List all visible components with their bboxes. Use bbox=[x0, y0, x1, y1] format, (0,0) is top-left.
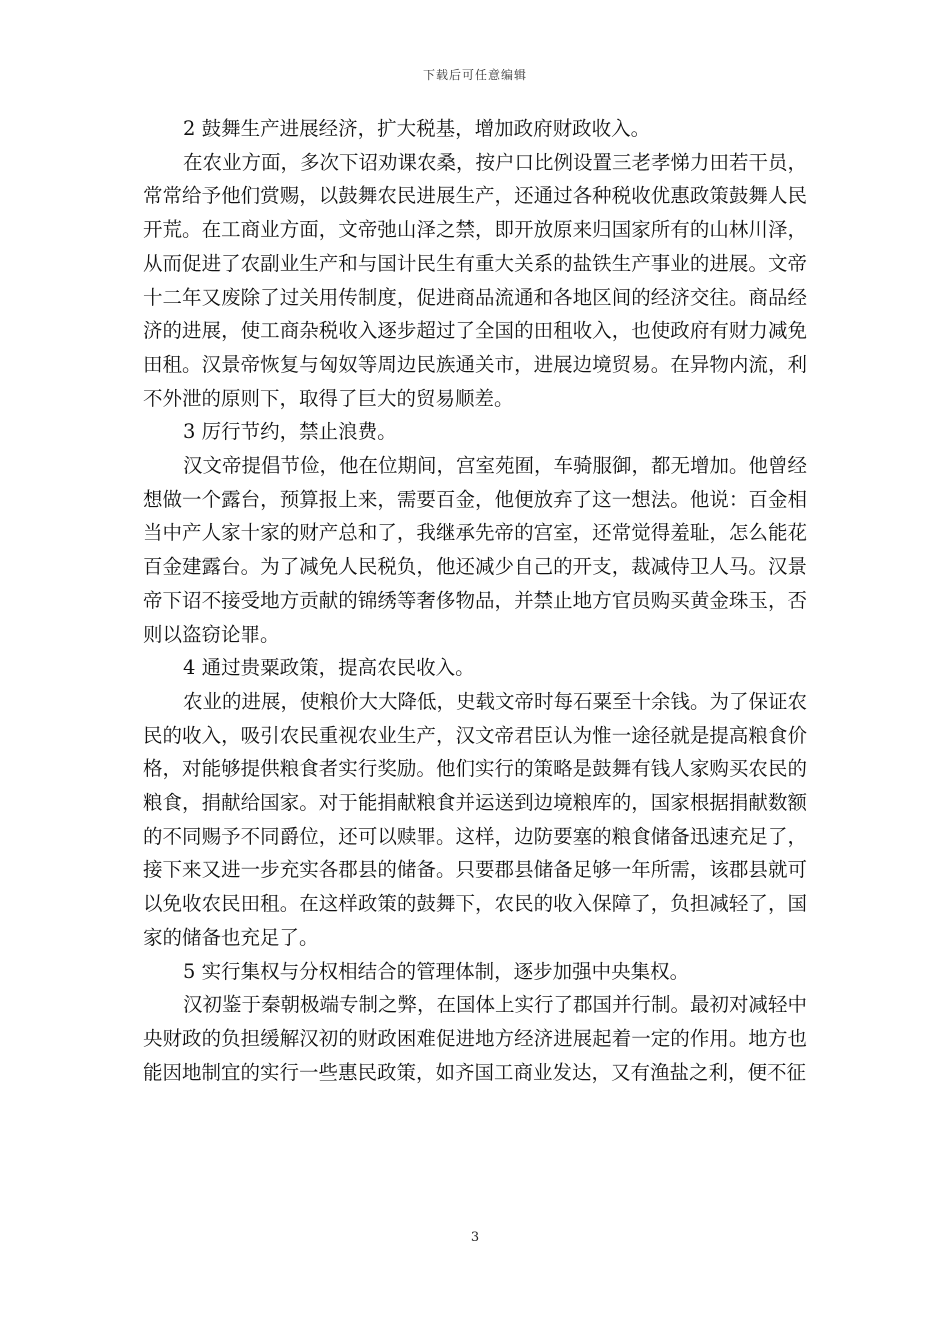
document-body bbox=[143, 112, 807, 1089]
section-heading-5: 5 实行集权与分权相结合的管理体制，逐步加强中央集权。 bbox=[183, 959, 690, 983]
paragraph-frugality: 汉文帝提倡节俭，他在位期间，宫室苑囿，车骑服御，都无增加。他曾经想做一个露台，预算报上来，需要百金，他便放弃了这一想法。他说：百金相当中产人家十家的财产总和了，我继承先帝的宫室，还常觉得羞耻，怎么能花百金建露台。为了减免人民税负，他还减少自己的开支，裁减侍卫人马。汉景帝下诏不接受地方贡献的锦绣等奢侈物品，并禁止地方官员购买黄金珠玉，否则以盗窃论罪。 bbox=[143, 454, 808, 646]
page-header: 下载后可任意编辑 bbox=[422, 68, 527, 82]
page-number: 3 bbox=[470, 1230, 480, 1245]
paragraph-grain-policy: 农业的进展，使粮价大大降低，史载文帝时每石粟至十余钱。为了保证农民的收入，吸引农民重视农业生产，汉文帝君臣认为惟一途径就是提高粮食价格，对能够提供粮食者实行奖励。他们实行的策略是鼓舞有钱人家购买农民的粮食，捐献给国家。对于能捐献粮食并运送到边境粮库的，国家根据捐献数额的不同赐予不同爵位，还可以赎罪。这样，边防要塞的粮食储备迅速充足了，接下来又进一步充实各郡县的储备。只要郡县储备足够一年所需，该郡县就可以免收农民田租。在这样政策的鼓舞下，农民的收入保障了，负担减轻了，国家的储备也充足了。 bbox=[143, 689, 808, 949]
section-heading-2: 2 鼓舞生产进展经济，扩大税基，增加政府财政收入。 bbox=[183, 117, 651, 140]
paragraph-agriculture-commerce: 在农业方面，多次下诏劝课农桑，按户口比例设置三老孝悌力田若干员，常常给予他们赏赐，以鼓舞农民进展生产，还通过各种税收优惠政策鼓舞人民开荒。在工商业方面，文帝弛山泽之禁，即开放原来归国家所有的山林川泽，从而促进了农副业生产和与国计民生有重大关系的盐铁生产事业的进展。文帝十二年又废除了过关用传制度，促进商品流通和各地区间的经济交往。商品经济的进展，使工商杂税收入逐步超过了全国的田租收入，也使政府有财力减免田租。汉景帝恢复与匈奴等周边民族通关市，进展边境贸易。在异物内流，利不外泄的原则下，取得了巨大的贸易顺差。 bbox=[143, 150, 808, 410]
section-heading-4: 4 通过贵粟政策，提高农民收入。 bbox=[183, 656, 475, 680]
section-heading-3: 3 厉行节约，禁止浪费。 bbox=[183, 420, 397, 444]
paragraph-administration: 汉初鉴于秦朝极端专制之弊，在国体上实行了郡国并行制。最初对减轻中央财政的负担缓解汉初的财政困难促进地方经济进展起着一定的作用。地方也能因地制宜的实行一些惠民政策，如齐国工商业发达，又有渔盐之利，便不征 bbox=[143, 993, 808, 1084]
